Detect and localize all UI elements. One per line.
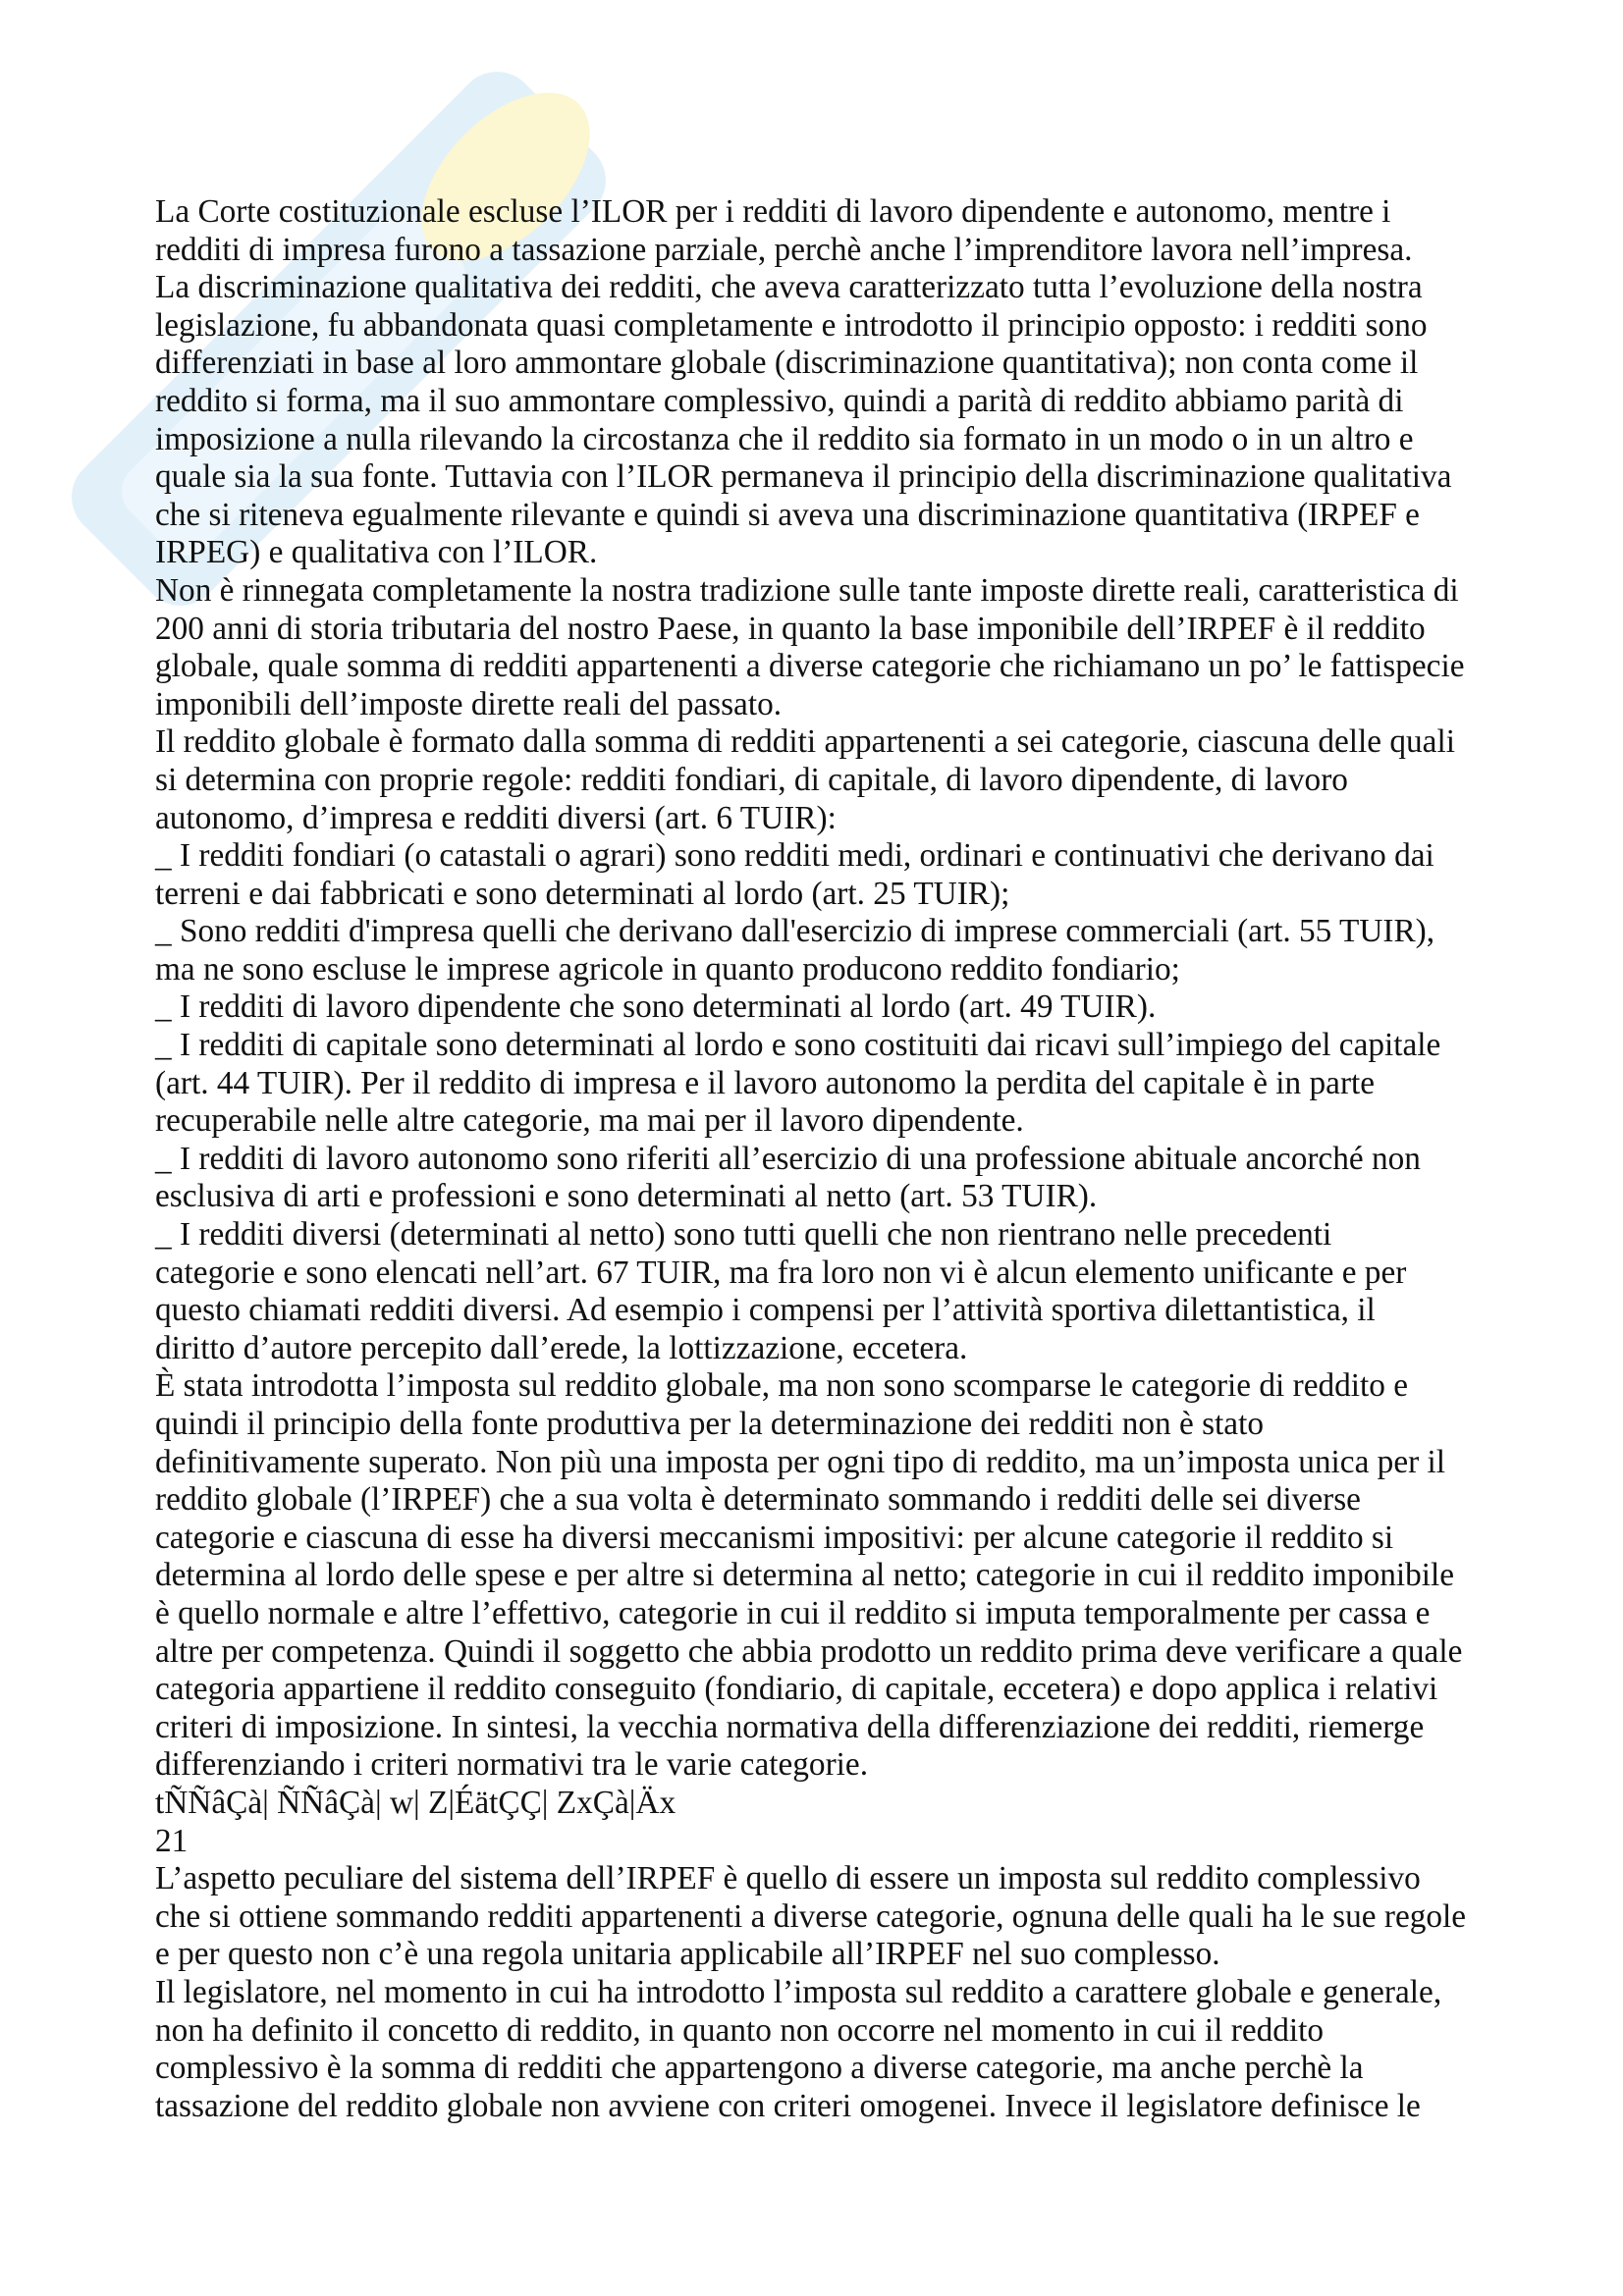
- text-line: _ Sono redditi d'impresa quelli che derivano dall'esercizio di imprese commerciali (art. 55 TUIR),: [155, 913, 1435, 950]
- text-line: redditi di impresa furono a tassazione parziale, perchè anche l’imprenditore lavora nell’impresa.: [155, 231, 1413, 268]
- paragraph: [155, 1367, 1569, 1785]
- text-line: differenziando i criteri normativi tra le varie categorie.: [155, 1746, 869, 1784]
- paragraph: [155, 1216, 1569, 1367]
- text-line: imponibili dell’imposte dirette reali del passato.: [155, 685, 783, 722]
- paragraph: [155, 572, 1569, 723]
- text-line: 200 anni di storia tributaria del nostro Paese, in quanto la base imponibile dell’IRPEF è il reddito: [155, 610, 1426, 647]
- text-line: che si riteneva egualmente rilevante e quindi si aveva una discriminazione quantitativa (IRPEF e: [155, 496, 1420, 533]
- text-line: Il legislatore, nel momento in cui ha introdotto l’imposta sul reddito a carattere globale e generale,: [155, 1973, 1442, 2010]
- paragraph: [155, 988, 1569, 1027]
- running-footer-text: tÑÑâÇà| ÑÑâÇà| w| Z|ÉätÇÇ| ZxÇà|Äx: [155, 1784, 676, 1821]
- text-line: imposizione a nulla rilevando la circostanza che il reddito sia formato in un modo o in un altro e: [155, 420, 1414, 457]
- text-line: _ I redditi di capitale sono determinati al lordo e sono costituiti dai ricavi sull’impiego del capitale: [155, 1027, 1441, 1064]
- text-line: autonomo, d’impresa e redditi diversi (art. 6 TUIR):: [155, 799, 837, 836]
- text-line: quindi il principio della fonte produttiva per la determinazione dei redditi non è stato: [155, 1406, 1264, 1442]
- text-line: L’aspetto peculiare del sistema dell’IRPEF è quello di essere un imposta sul reddito complessivo: [155, 1860, 1421, 1897]
- text-line: altre per competenza. Quindi il soggetto che abbia prodotto un reddito prima deve verificare a quale: [155, 1632, 1463, 1670]
- text-line: La discriminazione qualitativa dei redditi, che aveva caratterizzato tutta l’evoluzione della nostra: [155, 269, 1423, 306]
- text-line: determina al lordo delle spese e per altre si determina al netto; categorie in cui il reddito imponibile: [155, 1557, 1455, 1594]
- paragraph: [155, 1974, 1569, 2125]
- text-line: differenziati in base al loro ammontare globale (discriminazione quantitativa); non conta come il: [155, 345, 1419, 382]
- text-line: ma ne sono escluse le imprese agricole in quanto producono reddito fondiario;: [155, 950, 1180, 988]
- text-line: _ I redditi di lavoro dipendente che sono determinati al lordo (art. 49 TUIR).: [155, 988, 1157, 1026]
- text-line: esclusiva di arti e professioni e sono determinati al netto (art. 53 TUIR).: [155, 1178, 1098, 1215]
- text-line: _ I redditi fondiari (o catastali o agrari) sono redditi medi, ordinari e continuativi che derivano dai: [155, 837, 1434, 875]
- text-line: Non è rinnegata completamente la nostra tradizione sulle tante imposte dirette reali, caratteristica di: [155, 571, 1459, 609]
- paragraph: [155, 269, 1569, 572]
- text-line: recuperabile nelle altre categorie, ma mai per il lavoro dipendente.: [155, 1102, 1024, 1140]
- text-line: che si ottiene sommando redditi appartenenti a diverse categorie, ognuna delle quali ha le sue regole: [155, 1897, 1467, 1935]
- text-line: _ I redditi di lavoro autonomo sono riferiti all’esercizio di una professione abituale ancorché non: [155, 1140, 1421, 1177]
- paragraph: [155, 837, 1569, 913]
- text-line: questo chiamati redditi diversi. Ad esempio i compensi per l’attività sportiva dilettantistica, il: [155, 1292, 1376, 1329]
- text-line: legislazione, fu abbandonata quasi completamente e introdotto il principio opposto: i redditi sono: [155, 306, 1428, 344]
- text-line: si determina con proprie regole: redditi fondiari, di capitale, di lavoro dipendente, di lavoro: [155, 761, 1348, 798]
- document-section-1: [155, 193, 1569, 1785]
- text-line: categorie e ciascuna di esse ha diversi meccanismi impositivi: per alcune categorie il reddito si: [155, 1519, 1394, 1556]
- paragraph: [155, 723, 1569, 837]
- paragraph: [155, 1027, 1569, 1141]
- text-line: definitivamente superato. Non più una imposta per ogni tipo di reddito, ma un’imposta unica per il: [155, 1443, 1446, 1480]
- text-line: (art. 44 TUIR). Per il reddito di impresa e il lavoro autonomo la perdita del capitale è in parte: [155, 1064, 1376, 1101]
- text-line: non ha definito il concetto di reddito, in quanto non occorre nel momento in cui il reddito: [155, 2011, 1325, 2049]
- text-line: _ I redditi diversi (determinati al netto) sono tutti quelli che non rientrano nelle precedenti: [155, 1216, 1332, 1254]
- text-line: terreni e dai fabbricati e sono determinati al lordo (art. 25 TUIR);: [155, 875, 1010, 912]
- text-line: IRPEG) e qualitativa con l’ILOR.: [155, 534, 598, 571]
- document-section-2: [155, 1860, 1569, 2125]
- text-line: È stata introdotta l’imposta sul reddito globale, ma non sono scomparse le categorie di reddito e: [155, 1367, 1409, 1405]
- text-line: reddito globale (l’IRPEF) che a sua volta è determinato sommando i redditi delle sei diverse: [155, 1481, 1361, 1519]
- paragraph: [155, 1141, 1569, 1216]
- text-line: categorie e sono elencati nell’art. 67 TUIR, ma fra loro non vi è alcun elemento unificante e per: [155, 1254, 1407, 1291]
- text-line: tassazione del reddito globale non avviene con criteri omogenei. Invece il legislatore definisce le: [155, 2087, 1421, 2124]
- text-line: diritto d’autore percepito dall’erede, la lottizzazione, eccetera.: [155, 1329, 968, 1366]
- paragraph: [155, 193, 1569, 269]
- text-line: reddito si forma, ma il suo ammontare complessivo, quindi a parità di reddito abbiamo parità di: [155, 382, 1404, 419]
- page-number: 21: [155, 1822, 189, 1859]
- text-line: complessivo è la somma di redditi che appartengono a diverse categorie, ma anche perchè la: [155, 2050, 1364, 2087]
- text-line: globale, quale somma di redditi appartenenti a diverse categorie che richiamano un po’ le fattispecie: [155, 648, 1465, 685]
- document-body: [155, 193, 1569, 2125]
- text-line: criteri di imposizione. In sintesi, la vecchia normativa della differenziazione dei redditi, riemerge: [155, 1708, 1425, 1745]
- text-line: quale sia la sua fonte. Tuttavia con l’ILOR permaneva il principio della discriminazione qualitativa: [155, 458, 1452, 496]
- text-line: è quello normale e altre l’effettivo, categorie in cui il reddito si imputa temporalmente per cassa e: [155, 1594, 1431, 1631]
- text-line: Il reddito globale è formato dalla somma di redditi appartenenti a sei categorie, ciascuna delle quali: [155, 723, 1455, 761]
- text-line: La Corte costituzionale escluse l’ILOR per i redditi di lavoro dipendente e autonomo, mentre i: [155, 193, 1391, 230]
- paragraph: [155, 1860, 1569, 1974]
- text-line: categoria appartiene il reddito conseguito (fondiario, di capitale, eccetera) e dopo applica i relativi: [155, 1671, 1438, 1708]
- paragraph: [155, 913, 1569, 988]
- text-line: e per questo non c’è una regola unitaria applicabile all’IRPEF nel suo complesso.: [155, 1936, 1220, 1973]
